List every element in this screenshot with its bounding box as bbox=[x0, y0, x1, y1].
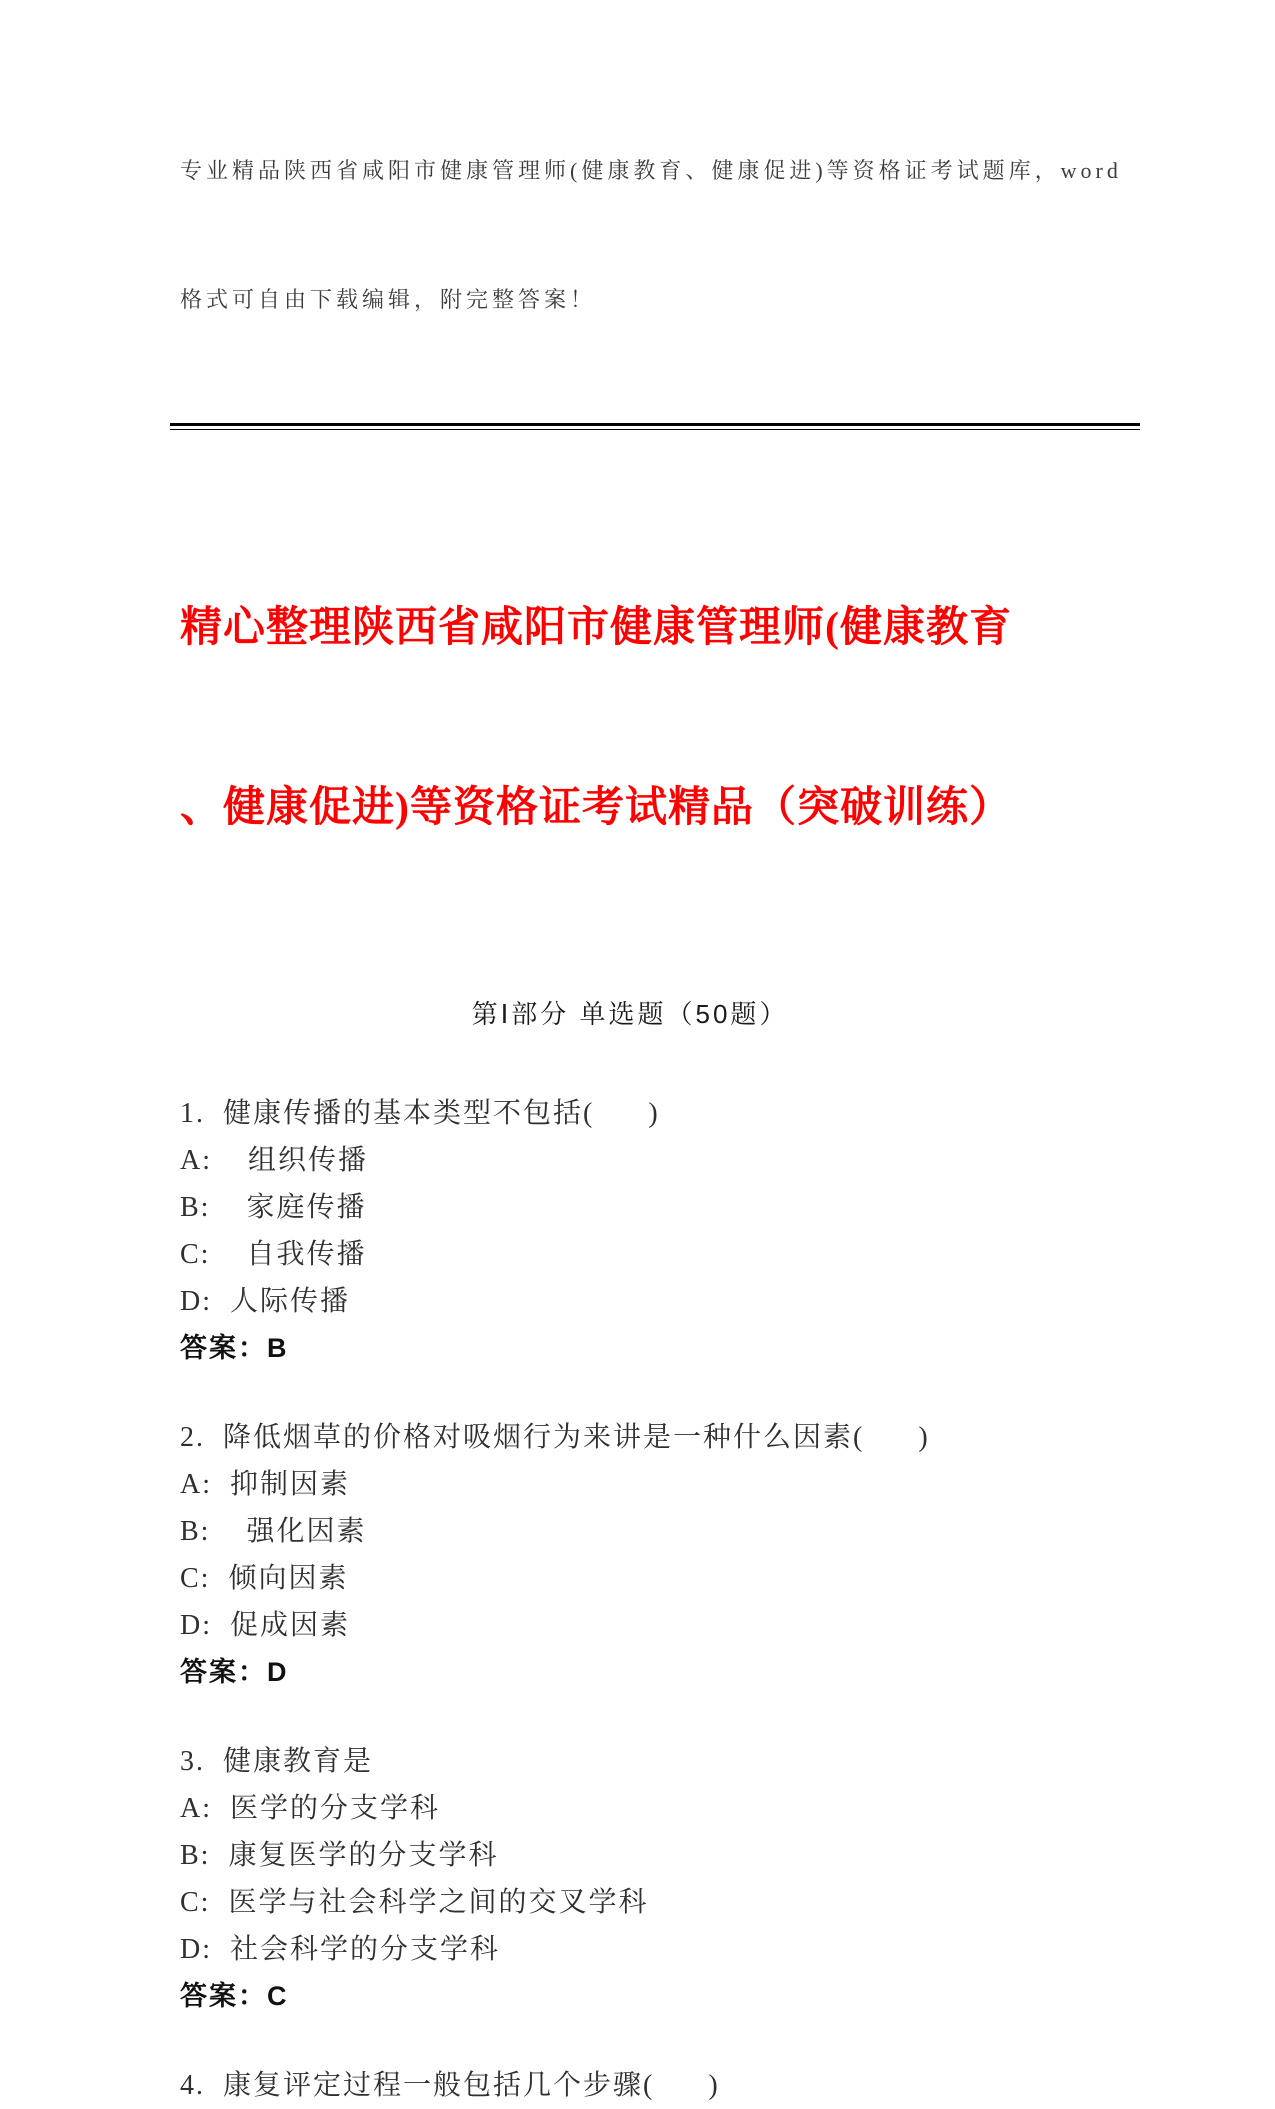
question-block bbox=[180, 1090, 1140, 1372]
option-text: C: 医学与社会科学之间的交叉学科 bbox=[180, 1887, 649, 1918]
option-text: D: 社会科学的分支学科 bbox=[180, 1934, 501, 1965]
header-note bbox=[180, 63, 1140, 407]
section-heading: 第Ⅰ部分 单选题（50题） bbox=[471, 999, 789, 1029]
option-text: A: 医学的分支学科 bbox=[180, 1793, 441, 1824]
divider-thick-line bbox=[170, 423, 1140, 426]
option-text: C: 自我传播 bbox=[180, 1239, 367, 1270]
doc-title bbox=[180, 478, 1140, 958]
divider-thin-line bbox=[170, 429, 1140, 430]
answer-text: 答案：B bbox=[180, 1333, 289, 1363]
option-text: B: 家庭传播 bbox=[180, 1192, 367, 1223]
option-text: D: 人际传播 bbox=[180, 1286, 351, 1317]
option-text: B: 康复医学的分支学科 bbox=[180, 1840, 499, 1871]
option-text: D: 促成因素 bbox=[180, 1610, 351, 1641]
option-text: A: 组织传播 bbox=[180, 1145, 369, 1176]
question-text: 3. 健康教育是 bbox=[180, 1746, 374, 1777]
header-divider bbox=[170, 423, 1140, 430]
doc-title-line-1: 精心整理陕西省咸阳市健康管理师(健康教育 bbox=[180, 605, 1012, 651]
option-text: A: 抑制因素 bbox=[180, 1469, 351, 1500]
questions bbox=[180, 1090, 1140, 2109]
doc-title-line-2: 、健康促进)等资格证考试精品（突破训练） bbox=[180, 785, 1012, 831]
question-block bbox=[180, 2062, 1140, 2109]
answer-text: 答案：D bbox=[180, 1657, 289, 1687]
question-block bbox=[180, 1414, 1140, 1696]
option-text: C: 倾向因素 bbox=[180, 1563, 349, 1594]
answer-text: 答案：C bbox=[180, 1981, 289, 2011]
question-block bbox=[180, 1738, 1140, 2020]
header-note-line-1: 专业精品陕西省咸阳市健康管理师(健康教育、健康促进)等资格证考试题库，word bbox=[180, 158, 1122, 183]
header-note-line-2: 格式可自由下载编辑，附完整答案！ bbox=[180, 287, 597, 312]
question-text: 2. 降低烟草的价格对吸烟行为来讲是一种什么因素( ) bbox=[180, 1422, 930, 1453]
question-text: 1. 健康传播的基本类型不包括( ) bbox=[180, 1098, 660, 1129]
question-text: 4. 康复评定过程一般包括几个步骤( ) bbox=[180, 2070, 720, 2101]
option-text: B: 强化因素 bbox=[180, 1516, 367, 1547]
